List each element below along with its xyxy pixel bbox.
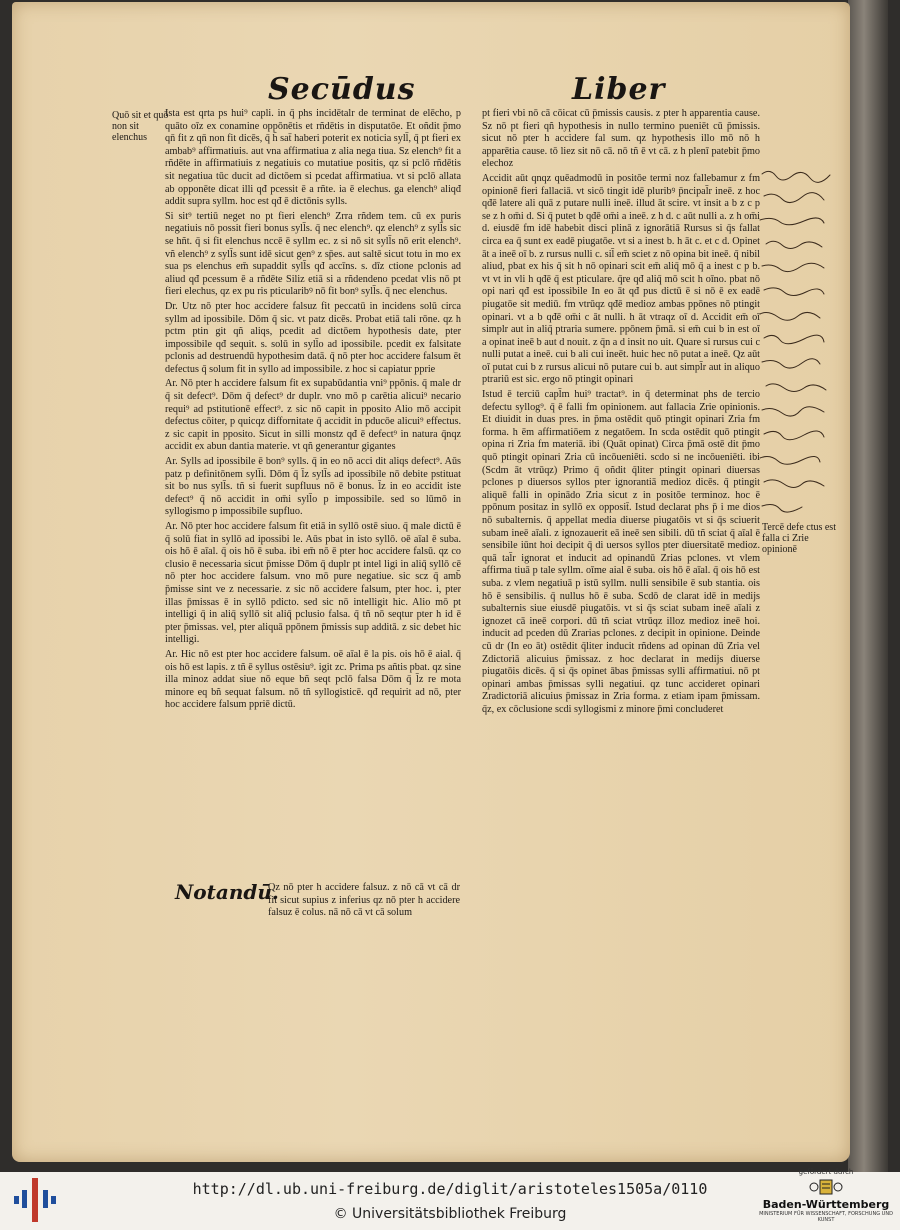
paragraph: Ar. Hic nō est pter hoc accidere falsum. oē aīal ē la pis. ois hō ē aial. q̄ ois hō est lapis. z tñ ē syllus ostēsiu⁹. igit zc. Prima ps añtis pbat. qz sine illa minoz addat siue nō eque bñ seqt pclō falsa Dōm q̄ l̄z re mota minore eq bñ sequat falsum. nō tñ syllogisticē. qđ requirit ad nō, pter hoc accidere falsum ppriē dictū. [165,648,461,711]
adjacent-page-edge [848,0,888,1172]
footer-copyright: © Universitätsbibliothek Freiburg [333,1206,567,1222]
footer-url[interactable]: http://dl.ub.uni-freiburg.de/diglit/aristoteles1505a/0110 [192,1180,708,1198]
running-head-left: Secūdus [268,72,416,107]
baden-wuerttemberg-coat-of-arms-icon [806,1178,846,1198]
marginal-handwriting-icon [758,162,850,522]
sponsor-top: gefördert durch [798,1168,854,1176]
paragraph: Ar. Nō pter h accidere falsum fit ex supabūdantia vni⁹ ppōnis. q̄ male dr q̄ sit defect⁹. Dōm q̄ defect⁹ dr duplr. vno mō p carētia alicui⁹ necario requi⁹ ad pstitutionē effect⁹. z sic nō capit in pposito Alio mō accipit defectus cōiter, p quicqz diffornitate q̄ accidit in pducōe alicui⁹ effectus. z sic capit in pposito. Sicut in silli monstz qđ ē defect⁹ in natura q̄nqz accidit ex abun dantia materie. vt qñ generantur gigantes [165,378,461,453]
paragraph: Ar. Sylls ad ipossibile ē bon⁹ sylls. q̄ in eo nō acci dit aliqs defect⁹. Aūs patz p definitōnem syll̄i. Dōm q̄ l̄z syll̄s ad ipossibile nō debite pstituat sit bo nus syll̄s. tñ si fuerit supfluus nō ē bonus. l̄z in eo accidit iste defect⁹ q̄ nō accidit in om̄i syll̄o p impossibile. sed so lūmō in syllogismo p impossibile supfluo. [165,456,461,518]
paragraph: pt fieri vbi nō cā cōicat cū p̄missis causis. z pter h apparentia cause. Sz nō pt fieri qñ hypothesis in nullo termino pueniēt cū p̄missis. sicut nō pter h accidere fal sum. qz hypothesis illo mō nō h apparētia cause. tō liez sit nō cā. nō tñ ē vt cā. z h plenī patebit p̄mo elechoz [482,108,760,170]
sidenote-left: Quō sit et quō non sit elenchus [112,110,169,143]
paragraph: Istud ē terciū capl̄m hui⁹ tractat⁹. in q̄ determinat phs de tercio defectu syllog⁹. q̄ ē falli fm opinionem. aut fallacia Zrie opinionis. Et diuidit in duas pres. in p̄ma ostēdit quō ptingit opinari Zria fm forma. h ēm affirmatiōem z negatōem. In scda ostēdit quō ptingit opina ri Zria fm materiā. ibi (Quāt opinat) Circa p̄mā ostē dit p̄mo quō ptingit opinari Zria cū incōueniēti. scdo si ne incōueniēti. ibi (Scdm āt vtrūqz) Primo q̄ oñdit q̄liter ptingit opinari diuersas pclones p diuersos syllos pter ignorantiā medioz dicēs. q̄ ptingit aliquē falli in opinādo Zria sicut z in positōe terminoz. hoc ē ppōnum positaz in syllō ex opposit̄. Istud declarat phs p̄ i me dios nō subalternis. q̄ appellat media diuerse piugatōis vt si q̄s sciuerit subam ineē aīali. z ignozauerit eā ineē sen sibili. dū tñ sciat q̄ aīal ē sensibile iūnt hoi decipit q̄ di uersos syllos pter diuersitatē medioz. quā tal̄r ignorat et inducit ad opinandū Zrias pclones. vt vlem affirma tiuā p tale syllm. oīme aial ē suba. ois hō ē aīal. q̄ ois hō est suba. z vlem negatiuā p istū syllm. nulli sensibile ē sub stantia. ois hō ē sensibilis. q̄ nullus hō ē suba. Scdō de clarat idē in medijs subalternis siue eiusdē piugatōis. vt si q̄s sciat subam ineē aīali z ignozet cā ineē corpori. dū tñ sciat vtrūqz illoz medioz ineē hoi. inducit ad pceden dū Zrarias pclones. z decipit in opinione. Deinde cū dr (In eo āt) ostēdit q̄liter inducit rñdens ad opinan dū Zria vel Zdictoriā alicuius p̄missaz. z hoc declarat in medijs diuerse piugatōis dicēs. q̄ si q̄s opinet ābas p̄missas sylli affirmatiui. nō pt opinari ambas p̄missas sylli negatiui. qz tunc accideret opinari Zradictoriā alicuius p̄missaz in Zria forma. z etiam ipam p̄missam. q̄z, ex cōclusione scdi syllogismi z minore p̄mi concluderet [482,389,760,715]
notandum-heading: Notandū. [175,880,279,904]
paragraph: Si sit⁹ tertiū neget no pt fieri elench⁹ Zrra rñdem tem. cū ex puris negatiuis nō possit fieri bonus syll̄s. q̄ nec elench⁹. qz elench⁹ z syll̄s sic se hñt. q̄ si fit elenchus nccē ē syllm ec. z si nō sit syll̄s nō erit elench⁹. vñ elench⁹ z syll̄s sunt idē sicut gen⁹ z sp̄es. aut saltē sicut totu in mo ex sua ps elenchus em̄ supaddit syll̄s qđ accīns. s. dīz ctione pclonis ad aliud qđ pcessum ē a rñdēte Siliz etiā si a rñdendeno pcedat vlis nō pt fieri elechus, qz ex pu ris pticularibꝰ nō fit bon⁹ syll̄s. q̄ nec elenchus. [165,210,461,298]
sidenote-right: Tercē defe ctus est falla ci Zrie opinionē [762,522,836,555]
sponsor-name: Baden-Württemberg [762,1198,890,1211]
paragraph: Dr. Utz nō pter hoc accidere falsuz fit peccatū in incidens solū circa syllm ad ipossibile. Dōm q̄ sic. vt patz dicēs. Probat etiā tali rōne. qz h pctm ptin git qñ aliqs, pcedit ad dictōem hypothesis date, pter impossibile qđ sequit. s. solū in syll̄o ad ipossibile. pcedit ex falsitate pclonis ad destruendū hypothesim datā. q̄ nō pter hoc accidere falsum ēt defectus q̄ solum fit in syllo ad impossibile. z hoc si capiatur pprie [165,300,461,375]
paragraph: Ar. Nō pter hoc accidere falsum fit etiā in syllō ostē siuo. q̄ male dictū ē q̄ solū fiat in syllō ad ipossibi le. Aūs pbat in isto syllō. oē aīal ē suba. ois hō ē aīal. q̄ ois hō ē suba. ibi em̄ nō ē pter hoc accidere falsū. qz co clusio ē necessaria sicut p̄misse Dōm q̄ duplr pt intel ligi in aliq̄ syllō cē nō pter hoc accidere falsum. vno mō pure negatiue. sic scz q̄ amb̄ p̄misse sint ve z necessarie. z sic nō accidere falsum, pter hoc. i, pter illas p̄missas ē in syllō pdicto. sed sic nō intelligit hic. Alio mō pt intelligi q̄ in aliq̄ syllō sit aliq̄ pclusio falsa. q̄ tñ nō seqtur pter h id ē pter p̄missas. vel, pter aliquā ppōnem p̄missis sup additā. z sic debet hic intelligi. [165,521,461,646]
sponsor-block [756,1168,896,1228]
running-head-right: Liber [572,72,666,107]
sponsor-ministry: MINISTERIUM FÜR WISSENSCHAFT, FORSCHUNG UND KUNST [759,1211,893,1223]
paragraph: Accidit aūt qnqz quēadmodū in positōe termi noz fallebamur z fm opinionē fieri fallaciā. vt sicō tingit idē pluribꝰ p̄ncipal̄r ineē. z hoc qđē latere ali quā z putare nulli ineē. illud āt scire. vt insit a b z c p se z h om̄i d. Si q̄ putet b qđē om̄i a ineē. z h d. c aūt nulli a. z h om̄i d. eiusdē fm idē habebit disci plinā z ignorātiā Rursus si q̄s fallat circa ea q̄ sunt ex eadē piugatōe. vt si a inest b. h āt c. et c d. Opinet āt a ineē oī b. z rursus nulli c. sil̄ em̄ sciet z nō opina bit ineē. q̄ nibil aliud, pbat ex his q̄ sit h nō opinari scit em̄ aliq̄ mō q̄ a inest c p b. vt vt in vli h qđē q̄ est pticulare. q̄re qđ aliq̄ mō scit h oīno. pbat nō opi nari qđ est ipossibile In eo āt qđ pus dictū ē si nō ē ex eadē piugatōe sit mediū. fm vtrūqz qđē medioz ambas ppōnes nō ptingit opinari. vt a b qđē om̄i c āt nulli. h āt vtraqz oī d. Accidit em̄ oī simplr aut in aliq̄ ptraria sumere. ppōnem p̄mā. si em̄ cui b in est oī a opinat ineē b aut d nouit. z q̄n a d insit no uit. Quare si rursus cui c nulli putat a ineē. cui b ali cui ineēt. huic hec nō putat a ineē. Qz aūt oī putat cui b z rursus alicui nō putare cui b. aut simpl̄r aut in aliquo ptrariū est sic. ergo nō ptingit opinari [482,172,760,386]
right-text-column [482,108,760,918]
notandum-text: Qz nō pter h accidere falsuz. z nō cā vt cā dr fit sicut supius z inferius qz nō pter h accidere falsuz ē colus. nā nō cā vt cā solum [268,882,460,919]
paragraph: Ista est qrta ps hui⁹ capli. in q̄ phs incidētal̄r de terminat de elēcho, p quāto oīz ex conamine oppōnētis et rñdētis in disputatōe. Et oñdit p̄mo qn̄ fit z qn̄ non fit dicēs, q̄ h̄ sat̄ haberi poterit ex noticia syll̄, q̄ pt fieri ex ambab⁹ affirmatiuis. aut vna affirmatiua z alia nega tiua. Sz elench⁹ fit a rñdēte in affirmatiuis z negatiuis co mutatiue positis, qz si pclō rñdētis sit negatiua tūc ducit ad dictōem si pcedat affirmatiua. vt si pclō allata ab opponēte dicat illi qđ pcessit ē a rñte. ia ē elechus. ga elench⁹ aliqđ addit supra syllm. hoc est qđ ē dictōnis sylls. [165,108,461,208]
left-text-column [165,108,461,928]
ub-freiburg-logo-icon [12,1176,58,1224]
